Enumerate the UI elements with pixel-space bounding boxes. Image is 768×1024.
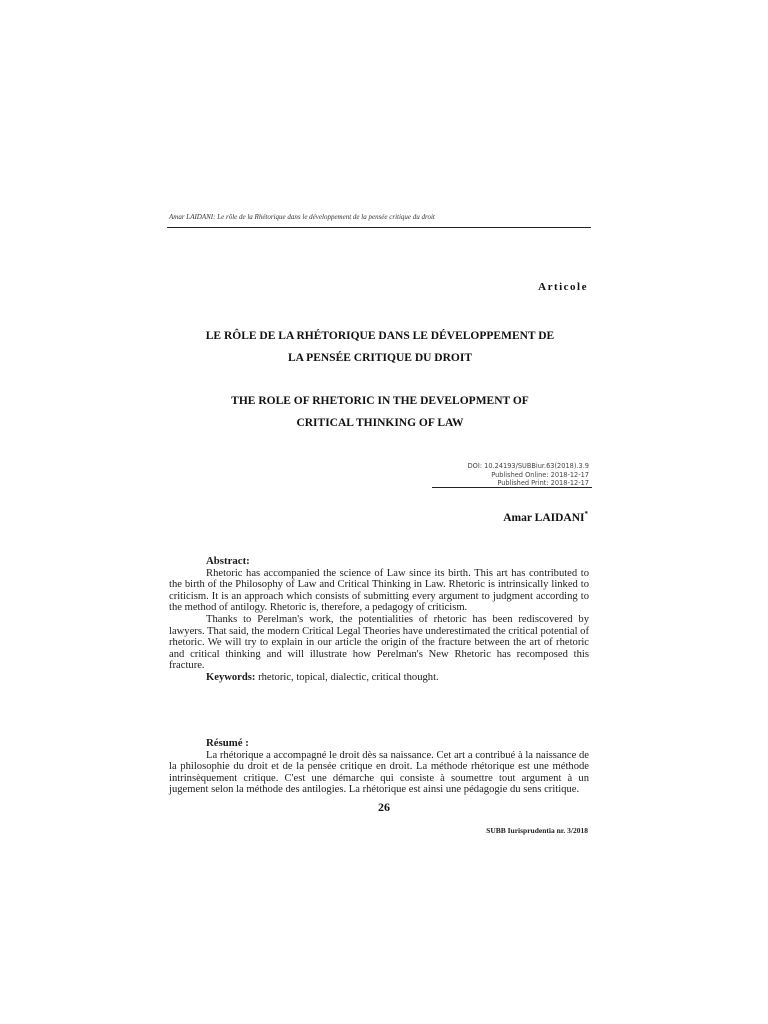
- title-english-line-2: CRITICAL THINKING OF LAW: [296, 417, 464, 429]
- title-french-line-1: LE RÔLE DE LA RHÉTORIQUE DANS LE DÉVELOPPEMENT DE: [205, 330, 555, 342]
- resume-paragraph-1: La rhétorique a accompagné le droit dès sa naissance. Cet art a contribué à la naissance de la philosophie du droit et de la pensée critique en droit. La méthode rhétorique est une méthode intrinsèquement critique. C'est une démarche qui consiste à soumettre tout argument à un jugement selon la méthode des antilogies. La rhétorique est ainsi une pédagogie du sens critique.: [169, 749, 589, 796]
- publication-info-rule: [432, 487, 592, 488]
- running-header: Amar LAIDANI: Le rôle de la Rhétorique dans le développement de la pensée critique du droit: [169, 213, 435, 221]
- published-print: Published Print: 2018-12-17: [497, 479, 589, 487]
- page-number: 26: [378, 800, 390, 814]
- abstract-paragraph-2: Thanks to Perelman's work, the potentialities of rhetoric has been rediscovered by lawyers. That said, the modern Critical Legal Theories have underestimated the critical potential of rhetoric. We will try to explain in our article the origin of the fracture between the art of rhetoric and critical thinking and will illustrate how Perelman's New Rhetoric has recomposed this fracture.: [169, 613, 589, 672]
- abstract-heading: Abstract:: [206, 555, 250, 567]
- header-rule: [167, 227, 591, 228]
- doi: DOI: 10.24193/SUBBiur.63(2018).3.9: [467, 462, 589, 470]
- title-english: [160, 390, 600, 434]
- resume-section: [169, 738, 589, 796]
- keywords-label: Keywords:: [206, 671, 256, 683]
- abstract-paragraph-1: Rhetoric has accompanied the science of Law since its birth. This art has contributed to the birth of the Philosophy of Law and Critical Thinking in Law. Rhetoric is intrinsically linked to criticism. It is an approach which consists of submitting every argument to judgment according to the method of antilogy. Rhetoric is, therefore, a pedagogy of criticism.: [169, 567, 589, 614]
- keywords-list: rhetoric, topical, dialectic, critical thought.: [255, 671, 439, 683]
- author-name: Amar LAIDANI: [503, 511, 585, 524]
- section-label: Articole: [538, 281, 588, 293]
- title-english-line-1: THE ROLE OF RHETORIC IN THE DEVELOPMENT OF: [231, 395, 529, 407]
- resume-heading: Résumé :: [206, 737, 249, 749]
- author: [503, 510, 588, 524]
- abstract-section: [169, 556, 589, 684]
- published-online: Published Online: 2018-12-17: [491, 470, 589, 479]
- title-french-line-2: LA PENSÉE CRITIQUE DU DROIT: [287, 352, 473, 364]
- title-french: [160, 325, 600, 369]
- author-footnote-mark: *: [584, 510, 588, 518]
- publication-info: [468, 462, 589, 488]
- keywords: [169, 672, 589, 684]
- footer-journal: SUBB Iurisprudentia nr. 3/2018: [486, 826, 588, 835]
